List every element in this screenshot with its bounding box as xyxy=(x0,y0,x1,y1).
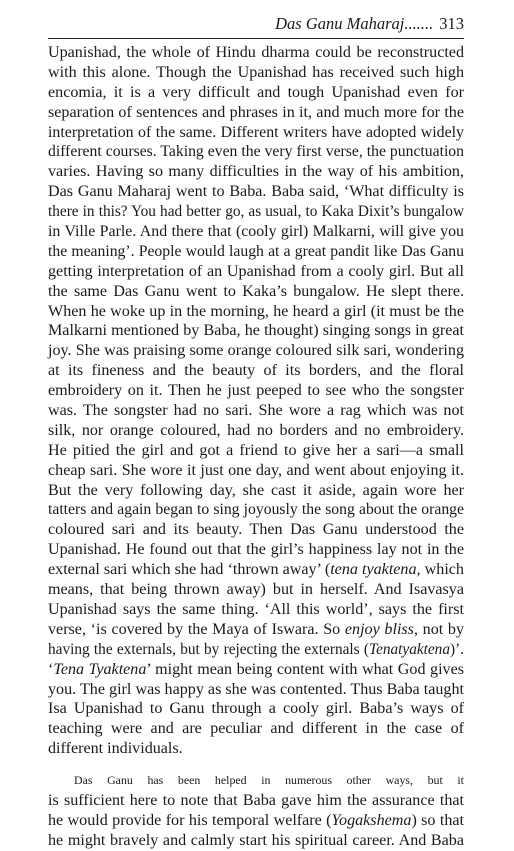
text-line: the meaning’. People would laugh at a great pandit like Das Ganu xyxy=(48,242,464,260)
text-line: Upanishad says the same thing. ‘All this world’, says the first xyxy=(48,600,464,618)
paragraph-gap xyxy=(48,759,464,771)
text-line: Malkarni mentioned by Baba, he thought) singing songs in great xyxy=(48,322,464,340)
text-line: coloured sari and its beauty. Then Das Ganu understood the xyxy=(48,521,464,539)
text-line: different individuals. xyxy=(48,740,183,758)
text-line-italic: he would provide for his temporal welfare (Yogakshema) so that xyxy=(48,811,464,829)
paragraph-1 xyxy=(48,43,464,759)
text-line: When he woke up in the morning, he heard a girl (it must be the xyxy=(48,302,464,320)
text-line: joy. She was praising some orange coloured silk sari, wondering xyxy=(48,342,464,360)
text-line: there in this? You had better go, as usual, to Kaka Dixit’s bungalow xyxy=(48,203,464,221)
italic-phrase: Tena Tyaktena xyxy=(53,660,147,678)
paragraph-2 xyxy=(48,771,464,851)
text-line: separation of sentences and phrases in it, and much more for the xyxy=(48,103,464,121)
text-line: interpretation of the same. Different writers have adopted widely xyxy=(48,123,464,141)
body-text xyxy=(48,43,464,851)
text-line-italic: having the externals, but by rejecting the externals (Tenatyaktena)’. xyxy=(48,640,464,658)
text-line: was. The songster had no sari. She wore a rag which was not xyxy=(48,402,464,420)
text-line: But the very following day, she cast it aside, again wore her xyxy=(48,481,464,499)
text-line: different courses. Taking even the very first verse, the punctuation xyxy=(48,143,464,161)
text-line: cheap sari. She wore it just one day, and went about enjoying it. xyxy=(48,461,464,479)
text-line: Upanishad, the whole of Hindu dharma could be reconstructed xyxy=(48,44,464,61)
italic-phrase: tena tyaktena, xyxy=(330,561,421,579)
italic-phrase: enjoy bliss xyxy=(344,620,414,638)
text-line: he might bravely and calmly start his spiritual career. And Baba xyxy=(48,831,464,849)
text-line: with this alone. Though the Upanishad has received such high xyxy=(48,63,464,81)
text-line: He pitied the girl and got a friend to give her a sari—a small xyxy=(48,441,464,459)
text-line: Isa Upanishad to Ganu through a cooly girl. Baba’s ways of xyxy=(48,700,464,718)
text-line: teaching were and are peculiar and different in the case of xyxy=(48,720,464,738)
text-line: Das Ganu Maharaj went to Baba. Baba said, ‘What difficulty is xyxy=(48,183,464,201)
text-line: getting interpretation of an Upanishad from a cooly girl. But all xyxy=(48,262,464,280)
text-line: at its fineness and the beauty of its borders, and the floral xyxy=(48,362,464,380)
text-line: the same Das Ganu went to Kaka’s bungalow. He slept there. xyxy=(48,282,464,300)
text-line: varies. Having so many difficulties in the way of his ambition, xyxy=(48,163,464,181)
text-line-italic: ‘Tena Tyaktena’ might mean being content with what God gives xyxy=(48,660,464,678)
text-line: tatters and again began to sing joyously the song about the orange xyxy=(48,501,464,519)
text-line: encomia, it is a very difficult and tough Upanishad even for xyxy=(48,83,464,101)
header-rule xyxy=(48,38,464,39)
text-line: Upanishad. He found out that the girl’s happiness lay not in the xyxy=(48,541,464,559)
italic-phrase: Yogakshema xyxy=(331,811,412,829)
running-head-title: Das Ganu Maharaj....... xyxy=(275,14,434,33)
text-line: is sufficient here to note that Baba gave him the assurance that xyxy=(48,791,464,809)
text-line: in Ville Parle. And there that (cooly girl) Malkarni, will give you xyxy=(48,223,464,241)
text-line: embroidery on it. Then he just peeped to see who the songster xyxy=(48,382,464,400)
italic-phrase: Tenatyaktena xyxy=(368,640,450,658)
text-line-italic: verse, ‘is covered by the Maya of Iswara. So enjoy bliss, not by xyxy=(48,620,465,638)
running-head xyxy=(48,12,464,36)
text-line: means, that being thrown away) but in herself. And Isavasya xyxy=(48,581,464,599)
text-line: you. The girl was happy as she was contented. Thus Baba taught xyxy=(48,680,464,698)
text-line: Das Ganu has been helped in numerous other ways, but it xyxy=(74,773,464,788)
page-number: 313 xyxy=(439,14,464,33)
text-line: silk, nor orange coloured, had no borders and no embroidery. xyxy=(48,421,464,439)
text-line-italic: external sari which she had ‘thrown away’ (tena tyaktena, which xyxy=(48,561,464,579)
